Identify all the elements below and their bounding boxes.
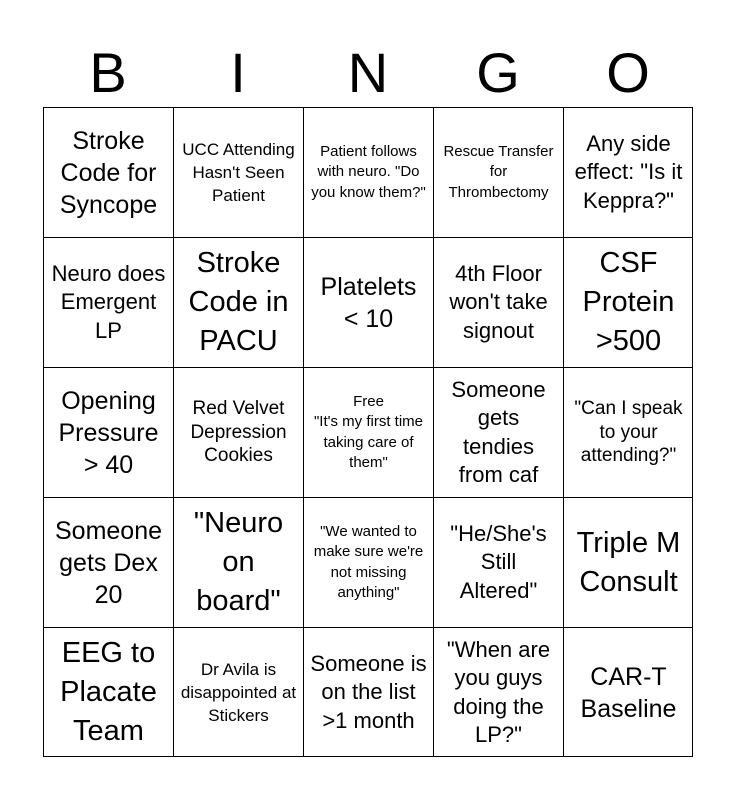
cell-text: Dr Avila is disappointed at Stickers: [180, 659, 297, 726]
bingo-board: [43, 107, 693, 757]
bingo-cell[interactable]: [43, 367, 173, 497]
cell-text: Opening Pressure > 40: [58, 386, 159, 479]
bingo-cell[interactable]: [173, 627, 303, 757]
bingo-cell[interactable]: [563, 237, 693, 367]
cell-text: "We wanted to make sure we're not missing anything": [313, 522, 424, 601]
bingo-cell[interactable]: [303, 627, 433, 757]
bingo-cell[interactable]: [43, 107, 173, 237]
cell-text: Triple M Consult: [576, 526, 681, 598]
header-letter-b: B: [89, 41, 127, 104]
bingo-cell[interactable]: [433, 627, 563, 757]
cell-text: Stroke Code in PACU: [188, 247, 289, 357]
cell-text: Neuro does Emergent LP: [51, 260, 166, 343]
bingo-cell[interactable]: [433, 107, 563, 237]
cell-text: 4th Floor won't take signout: [449, 260, 548, 343]
bingo-cell[interactable]: [43, 237, 173, 367]
bingo-cell[interactable]: [303, 497, 433, 627]
bingo-cell[interactable]: [303, 237, 433, 367]
cell-text: CSF Protein >500: [582, 247, 675, 357]
bingo-cell[interactable]: [173, 497, 303, 627]
cell-text: Patient follows with neuro. "Do you know them?": [311, 142, 426, 201]
cell-text: "When are you guys doing the LP?": [446, 636, 551, 747]
cell-text: Someone gets Dex 20: [54, 516, 163, 609]
cell-text: "He/She's Still Altered": [450, 520, 547, 603]
header-letter-n: N: [347, 41, 389, 104]
bingo-cell[interactable]: [433, 237, 563, 367]
cell-text: Rescue Transfer for Thrombectomy: [443, 142, 554, 201]
bingo-cell[interactable]: [563, 627, 693, 757]
cell-text: UCC Attending Hasn't Seen Patient: [182, 139, 295, 206]
bingo-cell[interactable]: [563, 367, 693, 497]
bingo-cell[interactable]: [43, 627, 173, 757]
cell-text: "Can I speak to your attending?": [574, 397, 683, 467]
bingo-cell[interactable]: [303, 107, 433, 237]
bingo-cell[interactable]: [563, 107, 693, 237]
cell-text: Someone is on the list >1 month: [310, 650, 427, 733]
bingo-cell[interactable]: [173, 237, 303, 367]
cell-text: Red Velvet Depression Cookies: [190, 397, 287, 467]
cell-text: Any side effect: "Is it Keppra?": [574, 130, 683, 213]
header-letter-o: O: [606, 41, 650, 104]
bingo-cell[interactable]: [433, 367, 563, 497]
cell-text: Someone gets tendies from caf: [451, 376, 546, 487]
cell-text: Stroke Code for Syncope: [59, 126, 158, 219]
free-space-cell[interactable]: [303, 367, 433, 497]
cell-text: EEG to Placate Team: [60, 637, 157, 747]
bingo-cell[interactable]: [173, 367, 303, 497]
bingo-cell[interactable]: [173, 107, 303, 237]
bingo-cell[interactable]: [563, 497, 693, 627]
header-letter-g: G: [476, 41, 520, 104]
cell-text: Platelets < 10: [320, 272, 417, 333]
header-letter-i: I: [230, 41, 246, 104]
bingo-header: [43, 38, 693, 108]
cell-text: Free "It's my first time taking care of them": [313, 392, 424, 471]
bingo-cell[interactable]: [433, 497, 563, 627]
bingo-cell[interactable]: [43, 497, 173, 627]
cell-text: CAR-T Baseline: [580, 662, 677, 723]
cell-text: "Neuro on board": [193, 507, 284, 617]
